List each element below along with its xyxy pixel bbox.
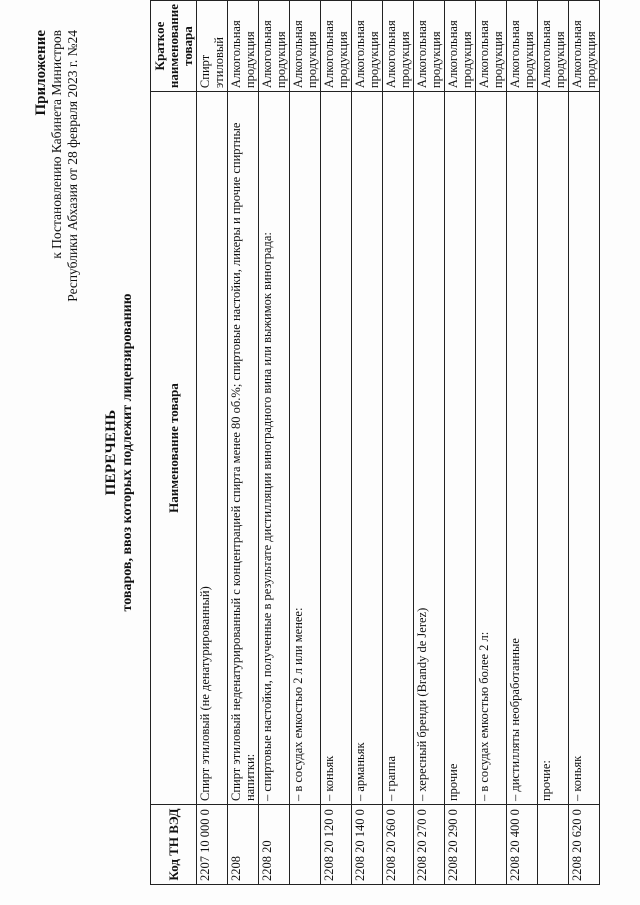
cell-short: Алкогольная продукция bbox=[538, 1, 569, 92]
cell-name: – граппа bbox=[383, 92, 414, 805]
table-row bbox=[414, 1, 445, 885]
table-row bbox=[290, 1, 321, 885]
cell-short: Алкогольная продукция bbox=[352, 1, 383, 92]
cell-short: Алкогольная продукция bbox=[476, 1, 507, 92]
cell-code bbox=[290, 805, 321, 885]
cell-short: Алкогольная продукция bbox=[414, 1, 445, 92]
cell-name: – коньяк bbox=[321, 92, 352, 805]
cell-code bbox=[476, 805, 507, 885]
cell-name: – хересный бренди (Brandy de Jerez) bbox=[414, 92, 445, 805]
cell-code: 2208 20 290 0 bbox=[445, 805, 476, 885]
cell-short: Алкогольная продукция bbox=[259, 1, 290, 92]
cell-code: 2207 10 000 0 bbox=[197, 805, 228, 885]
cell-short: Алкогольная продукция bbox=[228, 1, 259, 92]
cell-code: 2208 20 260 0 bbox=[383, 805, 414, 885]
cell-name: Спирт этиловый (не денатурированный) bbox=[197, 92, 228, 805]
cell-name: – коньяк bbox=[569, 92, 600, 805]
appendix-heading: Приложение bbox=[33, 30, 49, 116]
cell-code: 2208 20 140 0 bbox=[352, 805, 383, 885]
cell-code: 2208 20 620 0 bbox=[569, 805, 600, 885]
cell-short: Алкогольная продукция bbox=[507, 1, 538, 92]
appendix-line-2: Республики Абхазия от 28 февраля 2023 г. №24 bbox=[65, 30, 80, 302]
cell-code: 2208 20 270 0 bbox=[414, 805, 445, 885]
cell-short: Алкогольная продукция bbox=[321, 1, 352, 92]
cell-name: – в сосудах емкостью более 2 л: bbox=[476, 92, 507, 805]
cell-short: Алкогольная продукция bbox=[445, 1, 476, 92]
table-row bbox=[352, 1, 383, 885]
header-name: Наименование товара bbox=[151, 92, 197, 805]
document-title: ПЕРЕЧЕНЬ bbox=[103, 409, 119, 496]
cell-code bbox=[538, 805, 569, 885]
table-row bbox=[228, 1, 259, 885]
cell-name: – дистилляты необработанные bbox=[507, 92, 538, 805]
table-row bbox=[383, 1, 414, 885]
cell-short: Алкогольная продукция bbox=[290, 1, 321, 92]
table-header-row bbox=[151, 1, 197, 885]
table-row bbox=[476, 1, 507, 885]
table-row bbox=[445, 1, 476, 885]
table-row bbox=[321, 1, 352, 885]
cell-name: прочие: bbox=[538, 92, 569, 805]
cell-name: – в сосудах емкостью 2 л или менее: bbox=[290, 92, 321, 805]
appendix-line-1: к Постановлению Кабинета Министров bbox=[49, 30, 64, 259]
cell-short: Алкогольная продукция bbox=[569, 1, 600, 92]
cell-code: 2208 20 400 0 bbox=[507, 805, 538, 885]
table-row bbox=[569, 1, 600, 885]
document-subtitle: товаров, ввоз которых подлежит лицензированию bbox=[120, 293, 135, 612]
header-code: Код ТН ВЭД bbox=[151, 805, 197, 885]
cell-short: Спирт этиловый bbox=[197, 1, 228, 92]
table-row bbox=[538, 1, 569, 885]
table-row bbox=[507, 1, 538, 885]
cell-name: прочие bbox=[445, 92, 476, 805]
cell-code: 2208 20 bbox=[259, 805, 290, 885]
header-short: Краткое наименование товара bbox=[151, 1, 197, 92]
table-row bbox=[197, 1, 228, 885]
cell-name: Спирт этиловый неденатурированный с концентрацией спирта менее 80 об.%; спиртовые настойки, ликеры и прочие спиртные напитки: bbox=[228, 92, 259, 805]
appendix-block bbox=[33, 30, 81, 302]
cell-code: 2208 bbox=[228, 805, 259, 885]
goods-table bbox=[150, 0, 600, 885]
cell-short: Алкогольная продукция bbox=[383, 1, 414, 92]
cell-name: – спиртовые настойки, полученные в результате дистилляции виноградного вина или выжимок винограда: bbox=[259, 92, 290, 805]
cell-name: – арманьяк bbox=[352, 92, 383, 805]
table-row bbox=[259, 1, 290, 885]
cell-code: 2208 20 120 0 bbox=[321, 805, 352, 885]
